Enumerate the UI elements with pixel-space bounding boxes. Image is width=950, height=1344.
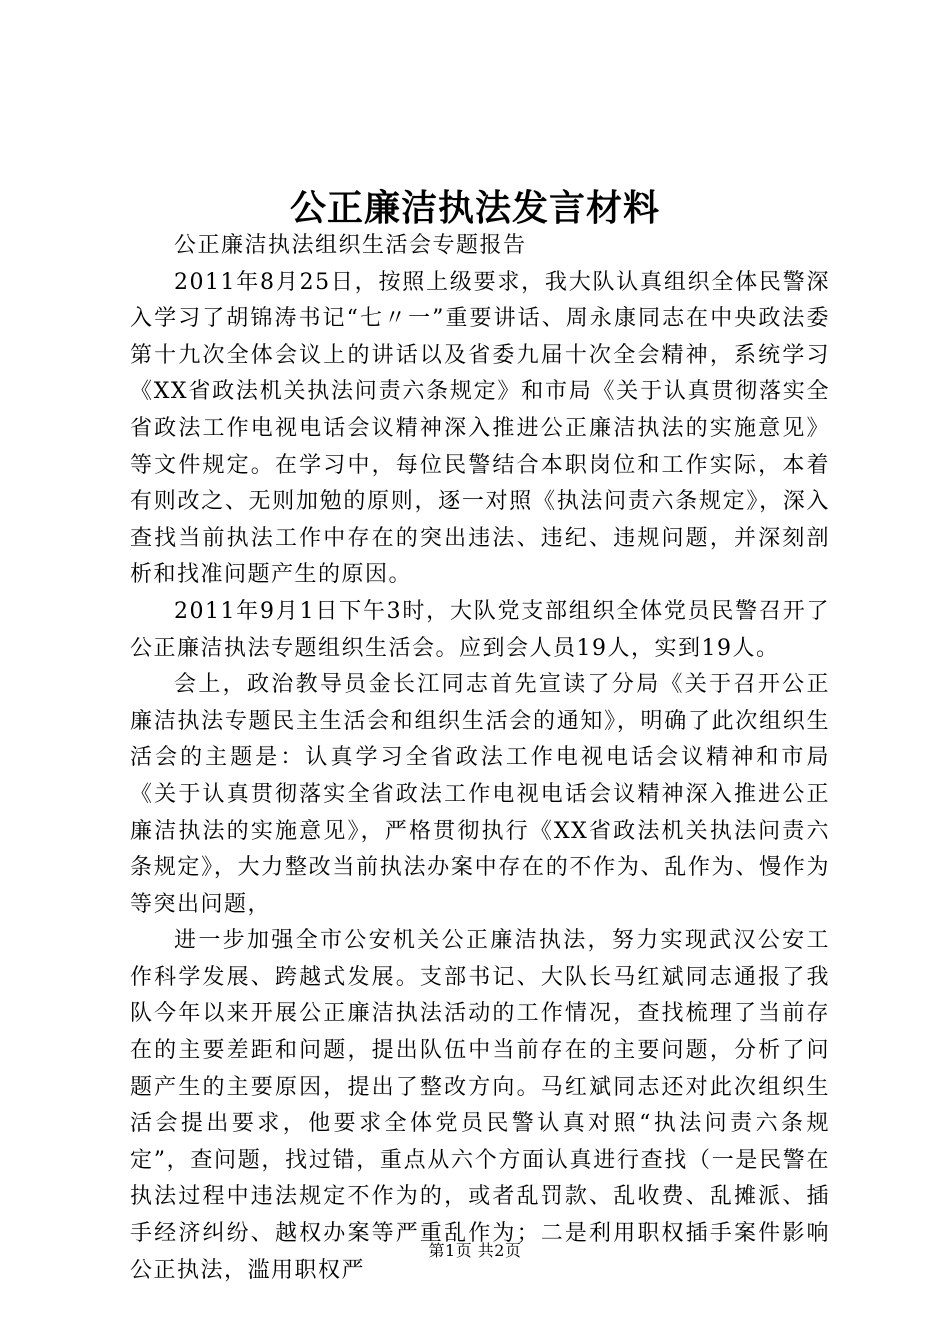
paragraph-meeting: 2011年9月1日下午3时，大队党支部组织全体党员民警召开了公正廉洁执法专题组织生活会。应到会人员19人，实到19人。 [130,598,830,661]
paragraph-notice: 会上，政治教导员金长江同志首先宣读了分局《关于召开公正廉洁执法专题民主生活会和组织生活会的通知》，明确了此次组织生活会的主题是：认真学习全省政法工作电视电话会议精神和市局《关于认真贯彻落实全省政法工作电视电话会议精神深入推进公正廉洁执法的实施意见》，严格贯彻执行《XX省政法机关执法问责六条规定》，大力整改当前执法办案中存在的不作为、乱作为、慢作为等突出问题， [130,672,830,917]
paragraph-study: 2011年8月25日，按照上级要求，我大队认真组织全体民警深入学习了胡锦涛书记“七〃一”重要讲话、周永康同志在中央政法委第十九次全体会议上的讲话以及省委九届十次全会精神，系统学习《XX省政法机关执法问责六条规定》和市局《关于认真贯彻落实全省政法工作电视电话会议精神深入推进公正廉洁执法的实施意见》等文件规定。在学习中，每位民警结合本职岗位和工作实际，本着有则改之、无则加勉的原则，逐一对照《执法问责六条规定》，深入查找当前执法工作中存在的突出违法、违纪、违规问题，并深刻剖析和找准问题产生的原因。 [130,269,830,588]
document-title: 公正廉洁执法发言材料 [289,188,660,229]
document-body [130,228,830,1289]
report-subtitle: 公正廉洁执法组织生活会专题报告 [174,233,527,258]
page-number-footer: 第1页 共2页 [428,1241,522,1260]
paragraph-requirements: 进一步加强全市公安机关公正廉洁执法，努力实现武汉公安工作科学发展、跨越式发展。支部书记、大队长马红斌同志通报了我队今年以来开展公正廉洁执法活动的工作情况，查找梳理了当前存在的主要差距和问题，提出队伍中当前存在的主要问题，分析了问题产生的主要原因，提出了整改方向。马红斌同志还对此次组织生活会提出要求，他要求全体党员民警认真对照“执法问责六条规定”，查问题，找过错，重点从六个方面认真进行查找（一是民警在执法过程中违法规定不作为的，或者乱罚款、乱收费、乱摊派、插手经济纠纷、越权办案等严重乱作为；二是利用职权插手案件影响公正执法，滥用职权严 [130,928,830,1283]
